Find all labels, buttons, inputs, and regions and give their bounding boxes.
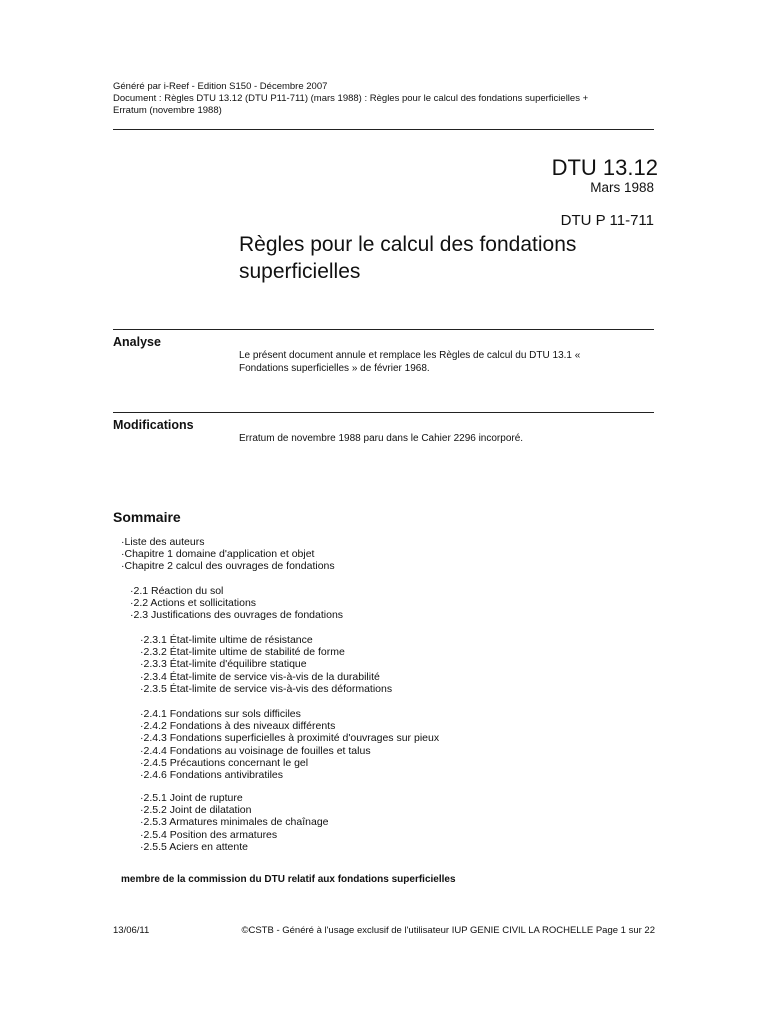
document-title-line1: Règles pour le calcul des fondations bbox=[239, 233, 577, 256]
modifications-text: Erratum de novembre 1988 paru dans le Cahier 2296 incorporé. bbox=[239, 433, 524, 444]
toc-item[interactable]: ·2.5.4 Position des armatures bbox=[140, 828, 278, 841]
document-title-line2: superficielles bbox=[239, 260, 361, 283]
toc-item[interactable]: ·2.4.2 Fondations à des niveaux différents bbox=[140, 720, 336, 733]
document-header bbox=[113, 81, 658, 117]
toc-group-2-3 bbox=[140, 634, 392, 695]
toc-group-sections bbox=[130, 585, 343, 622]
document-title bbox=[239, 231, 659, 285]
toc-item[interactable]: ·Chapitre 2 calcul des ouvrages de fondations bbox=[121, 560, 335, 573]
toc-item[interactable]: ·2.3.1 État-limite ultime de résistance bbox=[140, 634, 313, 646]
header-generated-line: Généré par i-Reef - Edition S150 - Décembre 2007 bbox=[113, 81, 328, 92]
header-document-line: Document : Règles DTU 13.12 (DTU P11-711) (mars 1988) : Règles pour le calcul des fondations superficielles + bbox=[113, 93, 589, 104]
analyse-text-line1: Le présent document annule et remplace les Règles de calcul du DTU 13.1 « bbox=[239, 350, 581, 361]
toc-item[interactable]: ·2.3 Justifications des ouvrages de fondations bbox=[130, 609, 344, 622]
toc-item[interactable]: ·2.4.4 Fondations au voisinage de fouilles et talus bbox=[140, 744, 371, 757]
toc-item[interactable]: ·2.5.5 Aciers en attente bbox=[140, 840, 248, 853]
toc-item[interactable]: ·Liste des auteurs bbox=[121, 536, 205, 548]
dtu-number: DTU 13.12 bbox=[551, 155, 658, 180]
toc-group-2-4 bbox=[140, 708, 439, 781]
toc-item[interactable]: ·2.5.3 Armatures minimales de chaînage bbox=[140, 816, 329, 829]
analyse-label: Analyse bbox=[113, 335, 161, 349]
sommaire-title: Sommaire bbox=[113, 509, 181, 525]
toc-item[interactable]: ·2.5.1 Joint de rupture bbox=[140, 792, 243, 804]
toc-group-chapters bbox=[121, 536, 335, 573]
toc-item[interactable]: ·2.4.6 Fondations antivibratiles bbox=[140, 769, 283, 782]
toc-item[interactable]: ·2.3.2 État-limite ultime de stabilité de forme bbox=[140, 646, 345, 659]
modifications-label: Modifications bbox=[113, 418, 194, 432]
toc-item[interactable]: ·2.4.1 Fondations sur sols difficiles bbox=[140, 708, 301, 720]
footer-copyright: ©CSTB - Généré à l'usage exclusif de l'utilisateur IUP GENIE CIVIL LA ROCHELLE Page 1 sur 22 bbox=[241, 925, 655, 936]
modifications-divider bbox=[113, 412, 654, 413]
footer-date: 13/06/11 bbox=[113, 925, 150, 936]
toc-item[interactable]: ·2.3.3 État-limite d'équilibre statique bbox=[140, 658, 307, 671]
dtu-date: Mars 1988 bbox=[590, 180, 654, 195]
toc-item[interactable]: ·2.2 Actions et sollicitations bbox=[130, 597, 257, 610]
analyse-divider bbox=[113, 329, 654, 330]
header-erratum-line: Erratum (novembre 1988) bbox=[113, 105, 222, 116]
toc-item[interactable]: ·2.1 Réaction du sol bbox=[130, 585, 224, 597]
toc-item[interactable]: ·2.4.5 Précautions concernant le gel bbox=[140, 756, 309, 769]
analyse-text-line2: Fondations superficielles » de février 1968. bbox=[239, 362, 430, 374]
toc-item[interactable]: ·2.3.5 État-limite de service vis-à-vis des déformations bbox=[140, 682, 393, 695]
dtu-p-number: DTU P 11-711 bbox=[560, 212, 654, 229]
header-divider bbox=[113, 129, 654, 130]
analyse-text bbox=[239, 350, 649, 375]
toc-item[interactable]: ·Chapitre 1 domaine d'application et objet bbox=[121, 548, 315, 561]
toc-group-2-5 bbox=[140, 792, 329, 853]
toc-item[interactable]: ·2.3.4 État-limite de service vis-à-vis de la durabilité bbox=[140, 670, 380, 683]
commission-members-heading: membre de la commission du DTU relatif aux fondations superficielles bbox=[121, 874, 456, 885]
toc-item[interactable]: ·2.4.3 Fondations superficielles à proximité d'ouvrages sur pieux bbox=[140, 732, 440, 745]
toc-item[interactable]: ·2.5.2 Joint de dilatation bbox=[140, 804, 252, 817]
